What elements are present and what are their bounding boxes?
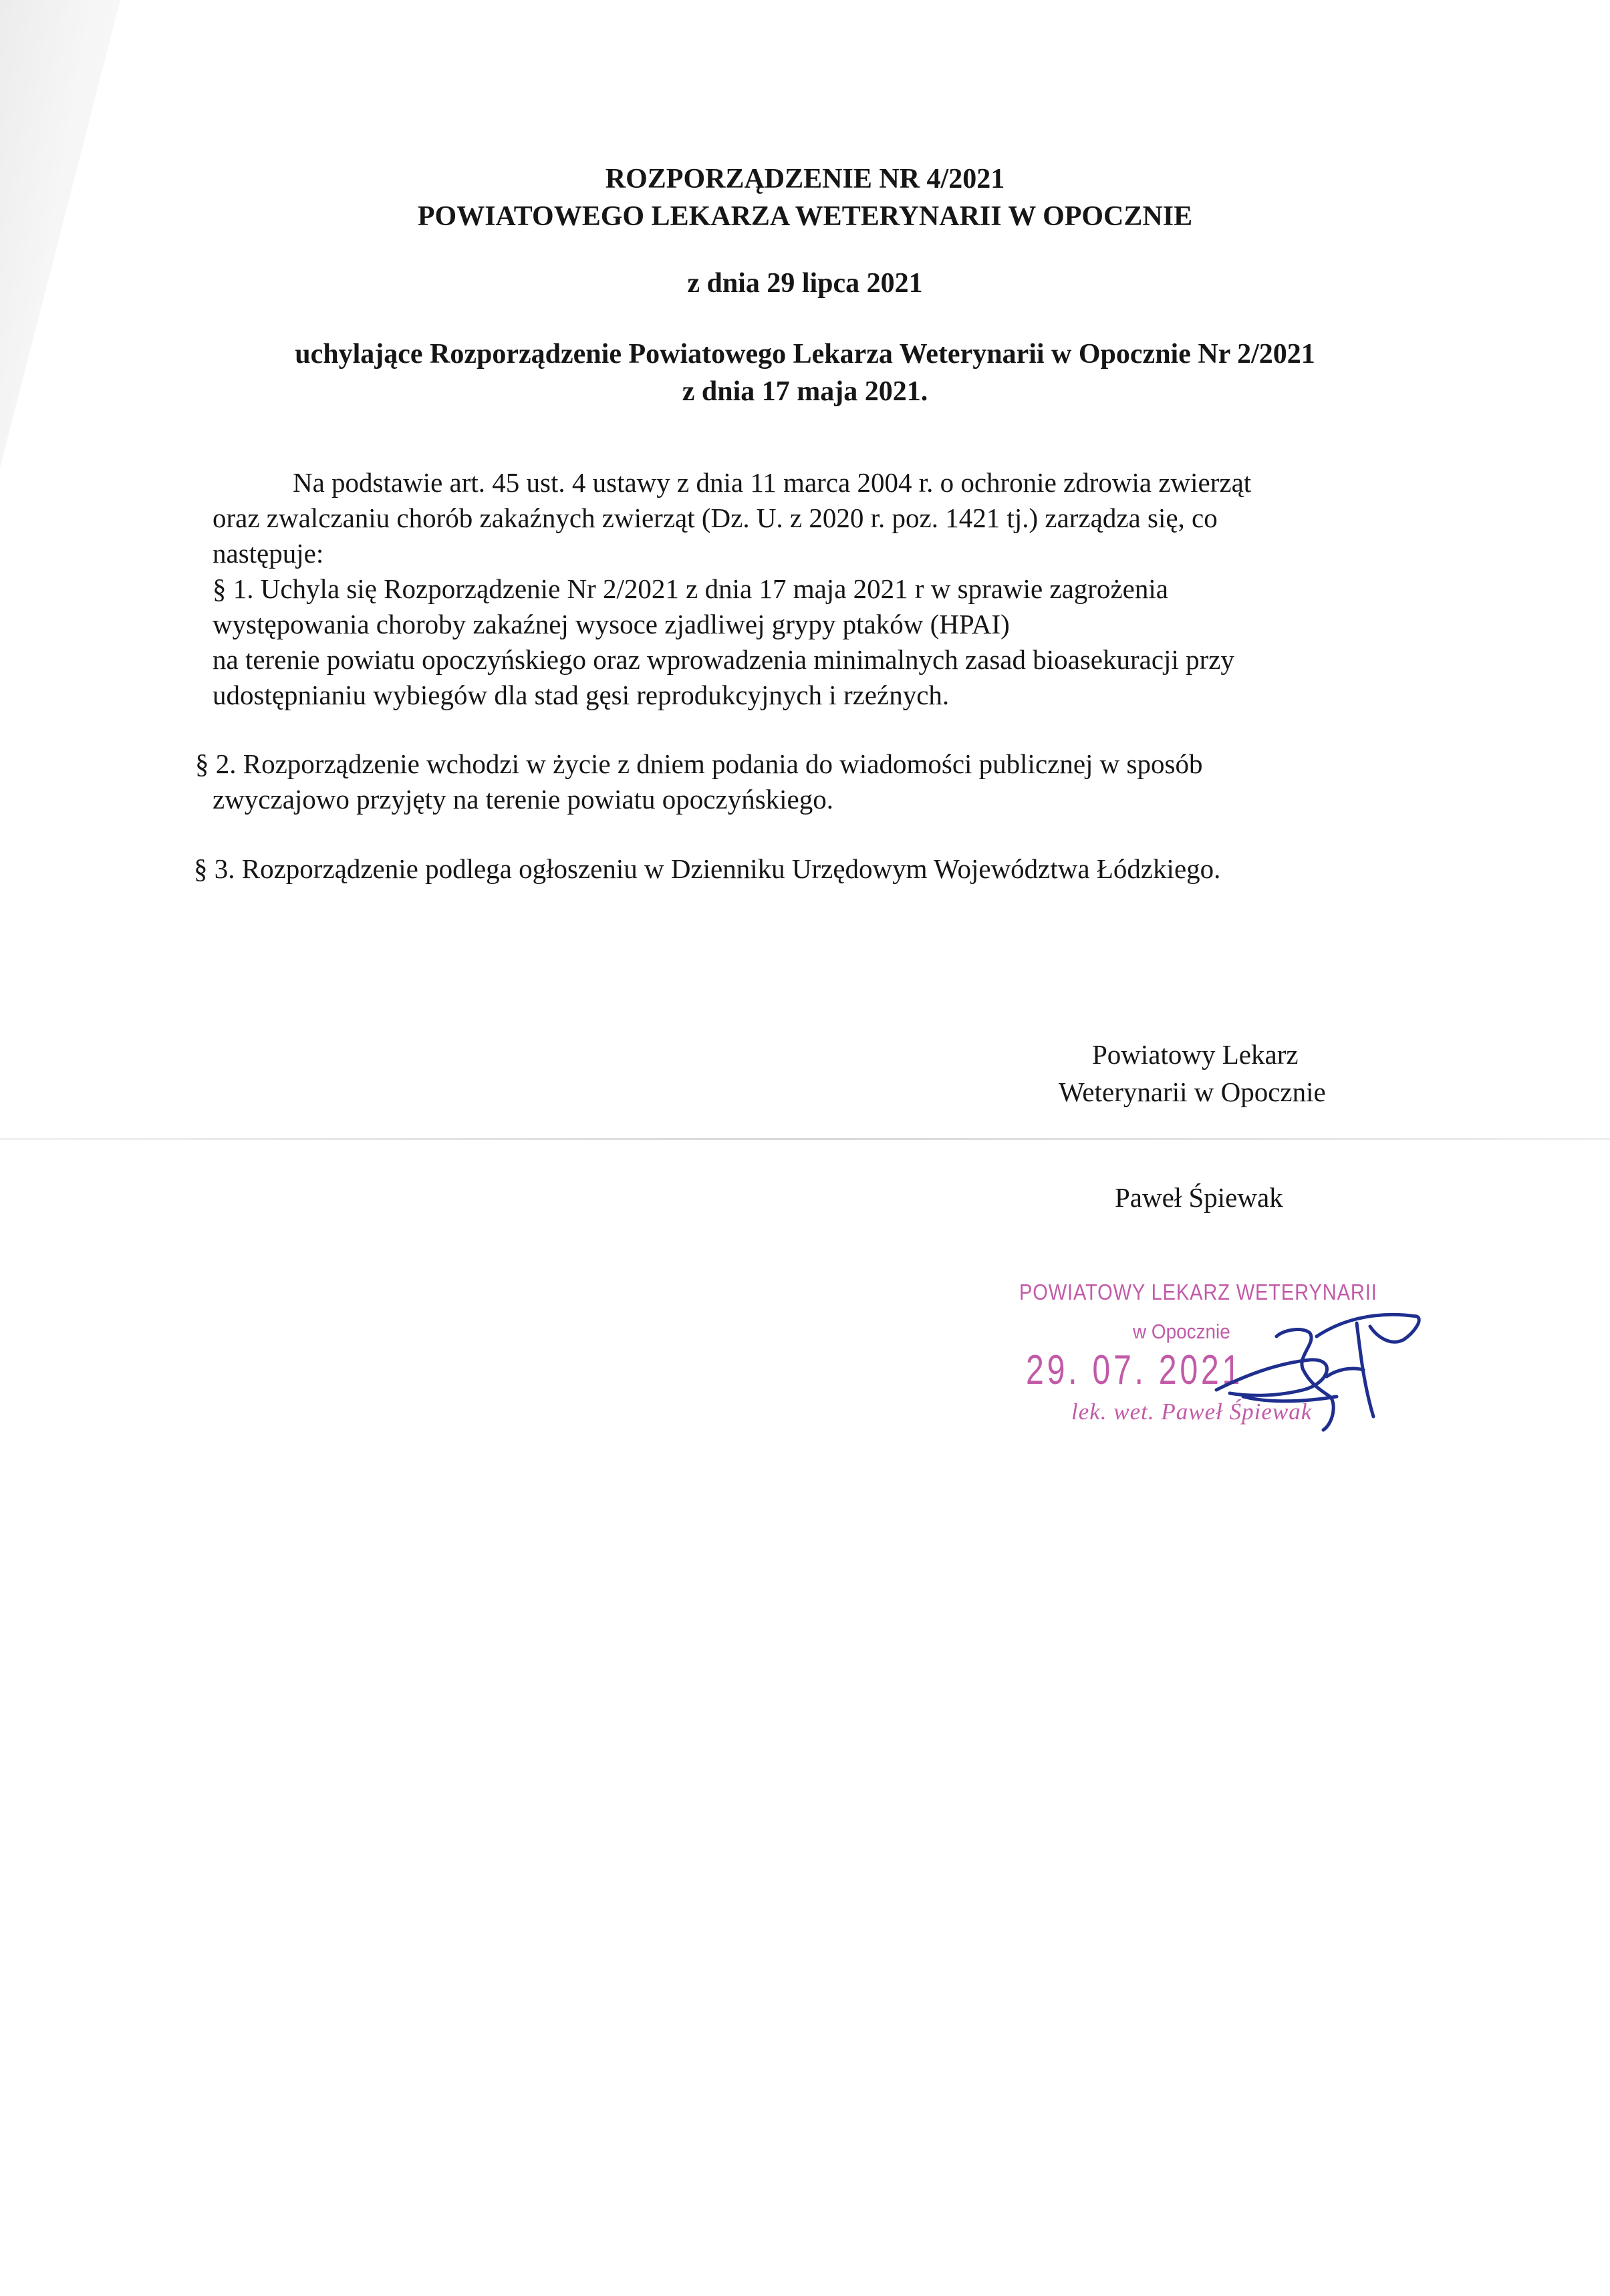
- section-1: [213, 571, 1395, 713]
- intro-line: Na podstawie art. 45 ust. 4 ustawy z dnia 11 marca 2004 r. o ochronie zdrowia zwierząt: [293, 467, 1252, 498]
- section-1-line: występowania choroby zakaźnej wysoce zjadliwej grypy ptaków (HPAI): [213, 609, 1010, 639]
- stamp-date: 29. 07. 2021: [1026, 1347, 1244, 1393]
- stamp-name: lek. wet. Paweł Śpiewak: [1071, 1399, 1313, 1425]
- intro-line: następuje:: [213, 538, 324, 569]
- scan-shadow-edge: [0, 0, 140, 1002]
- paper-fold-line: [0, 1138, 1610, 1140]
- section-2-line: zwyczajowo przyjęty na terenie powiatu opoczyńskiego.: [213, 784, 833, 815]
- stamp-line-1: POWIATOWY LEKARZ WETERYNARII: [1019, 1280, 1377, 1304]
- signatory-title-line-1: Powiatowy Lekarz: [1092, 1039, 1299, 1070]
- subject-line-1: uchylające Rozporządzenie Powiatowego Lekarza Weterynarii w Opocznie Nr 2/2021: [295, 339, 1315, 370]
- title-line-2: POWIATOWEGO LEKARZA WETERYNARII W OPOCZNIE: [417, 201, 1193, 232]
- section-1-line: na terenie powiatu opoczyńskiego oraz wprowadzenia minimalnych zasad bioasekuracji przy: [213, 644, 1234, 675]
- section-2-line: § 2. Rozporządzenie wchodzi w życie z dniem podania do wiadomości publicznej w sposób: [195, 748, 1203, 779]
- section-2: [195, 746, 1378, 817]
- signatory-name: Paweł Śpiewak: [1115, 1182, 1283, 1213]
- document-date: [0, 265, 1610, 302]
- subject-line-2: z dnia 17 maja 2021.: [682, 376, 928, 407]
- stamp-line-2: w Opocznie: [1133, 1320, 1230, 1343]
- section-3: [194, 851, 1377, 887]
- date-line: z dnia 29 lipca 2021: [687, 268, 923, 299]
- signatory-title-line-2: Weterynarii w Opocznie: [1059, 1077, 1326, 1107]
- intro-paragraph: [213, 465, 1395, 571]
- document-subject: [0, 335, 1610, 410]
- document-title: [0, 160, 1610, 235]
- intro-line: oraz zwalczaniu chorób zakaźnych zwierząt (Dz. U. z 2020 r. poz. 1421 tj.) zarządza się, co: [213, 503, 1218, 533]
- title-line-1: ROZPORZĄDZENIE NR 4/2021: [605, 164, 1005, 194]
- handwritten-signature: [1203, 1296, 1430, 1443]
- section-1-line: udostępnianiu wybiegów dla stad gęsi reprodukcyjnych i rzeźnych.: [213, 680, 950, 710]
- section-1-line: § 1. Uchyla się Rozporządzenie Nr 2/2021 z dnia 17 maja 2021 r w sprawie zagrożenia: [213, 573, 1168, 604]
- section-3-line: § 3. Rozporządzenie podlega ogłoszeniu w Dzienniku Urzędowym Województwa Łódzkiego.: [194, 853, 1221, 884]
